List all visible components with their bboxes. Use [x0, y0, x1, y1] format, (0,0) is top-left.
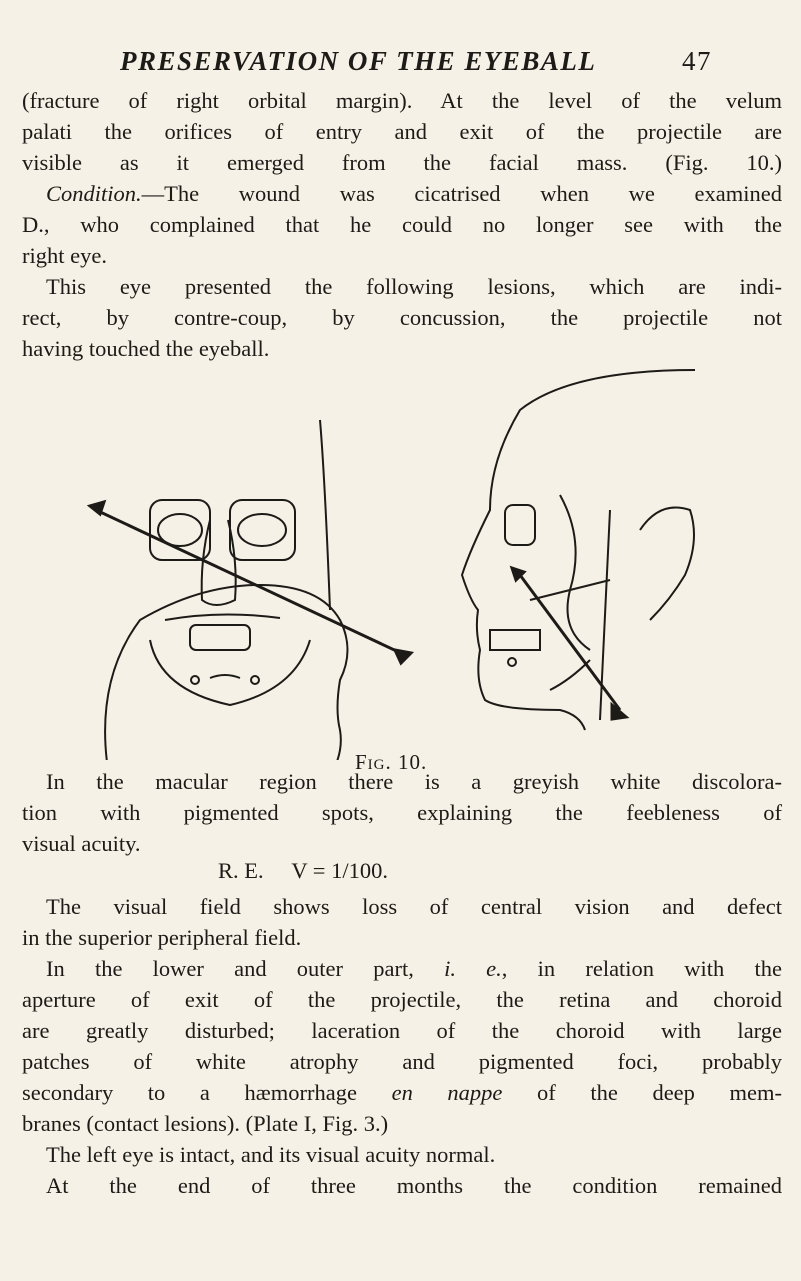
text-line: patches of white atrophy and pigmented foci, probably: [22, 1049, 782, 1074]
text-line: tion with pigmented spots, explaining the feebleness of: [22, 800, 782, 825]
page-number: 47: [682, 46, 712, 76]
text-line: rect, by contre-coup, by concussion, the projectile not: [22, 305, 782, 330]
text-line: visual acuity.: [22, 831, 141, 856]
text-line: aperture of exit of the projectile, the retina and choroid: [22, 987, 782, 1012]
text-line: The visual field shows loss of central vision and defect: [46, 894, 782, 919]
text-line: At the end of three months the condition remained: [46, 1173, 782, 1198]
running-title: PRESERVATION OF THE EYEBALL: [120, 46, 597, 76]
figure-illustration: [0, 360, 801, 760]
text-line: branes (contact lesions). (Plate I, Fig. 3.): [22, 1111, 389, 1136]
section-label: Condition.: [46, 181, 142, 206]
visual-acuity-formula: R. E. V = 1/100.: [218, 858, 389, 883]
text-line: right eye.: [22, 243, 107, 268]
text-line: D., who complained that he could no longer see with the: [22, 212, 782, 237]
text-line: This eye presented the following lesions, which are indi-: [46, 274, 782, 299]
text-line: (fracture of right orbital margin). At the level of the velum: [22, 88, 782, 113]
text-line: palati the orifices of entry and exit of the projectile are: [22, 119, 782, 144]
text-line: The left eye is intact, and its visual acuity normal.: [46, 1142, 496, 1167]
figure-caption: Fig. 10.: [355, 750, 428, 774]
text-line: secondary to a hæmorrhage en nappe of the deep mem-: [22, 1080, 782, 1105]
text-line: visible as it emerged from the facial mass. (Fig. 10.): [22, 150, 782, 175]
text-line: In the lower and outer part, i. e., in relation with the: [46, 956, 782, 981]
text-line: in the superior peripheral field.: [22, 925, 302, 950]
text-line: are greatly disturbed; laceration of the choroid with large: [22, 1018, 782, 1043]
text-line: having touched the eyeball.: [22, 336, 270, 361]
text-line: Condition.—The wound was cicatrised when we examined: [46, 181, 782, 206]
skull-side-view-icon: [462, 370, 695, 730]
skull-front-view-icon: [99, 420, 356, 760]
text-line: In the macular region there is a greyish white discolora-: [46, 769, 782, 794]
